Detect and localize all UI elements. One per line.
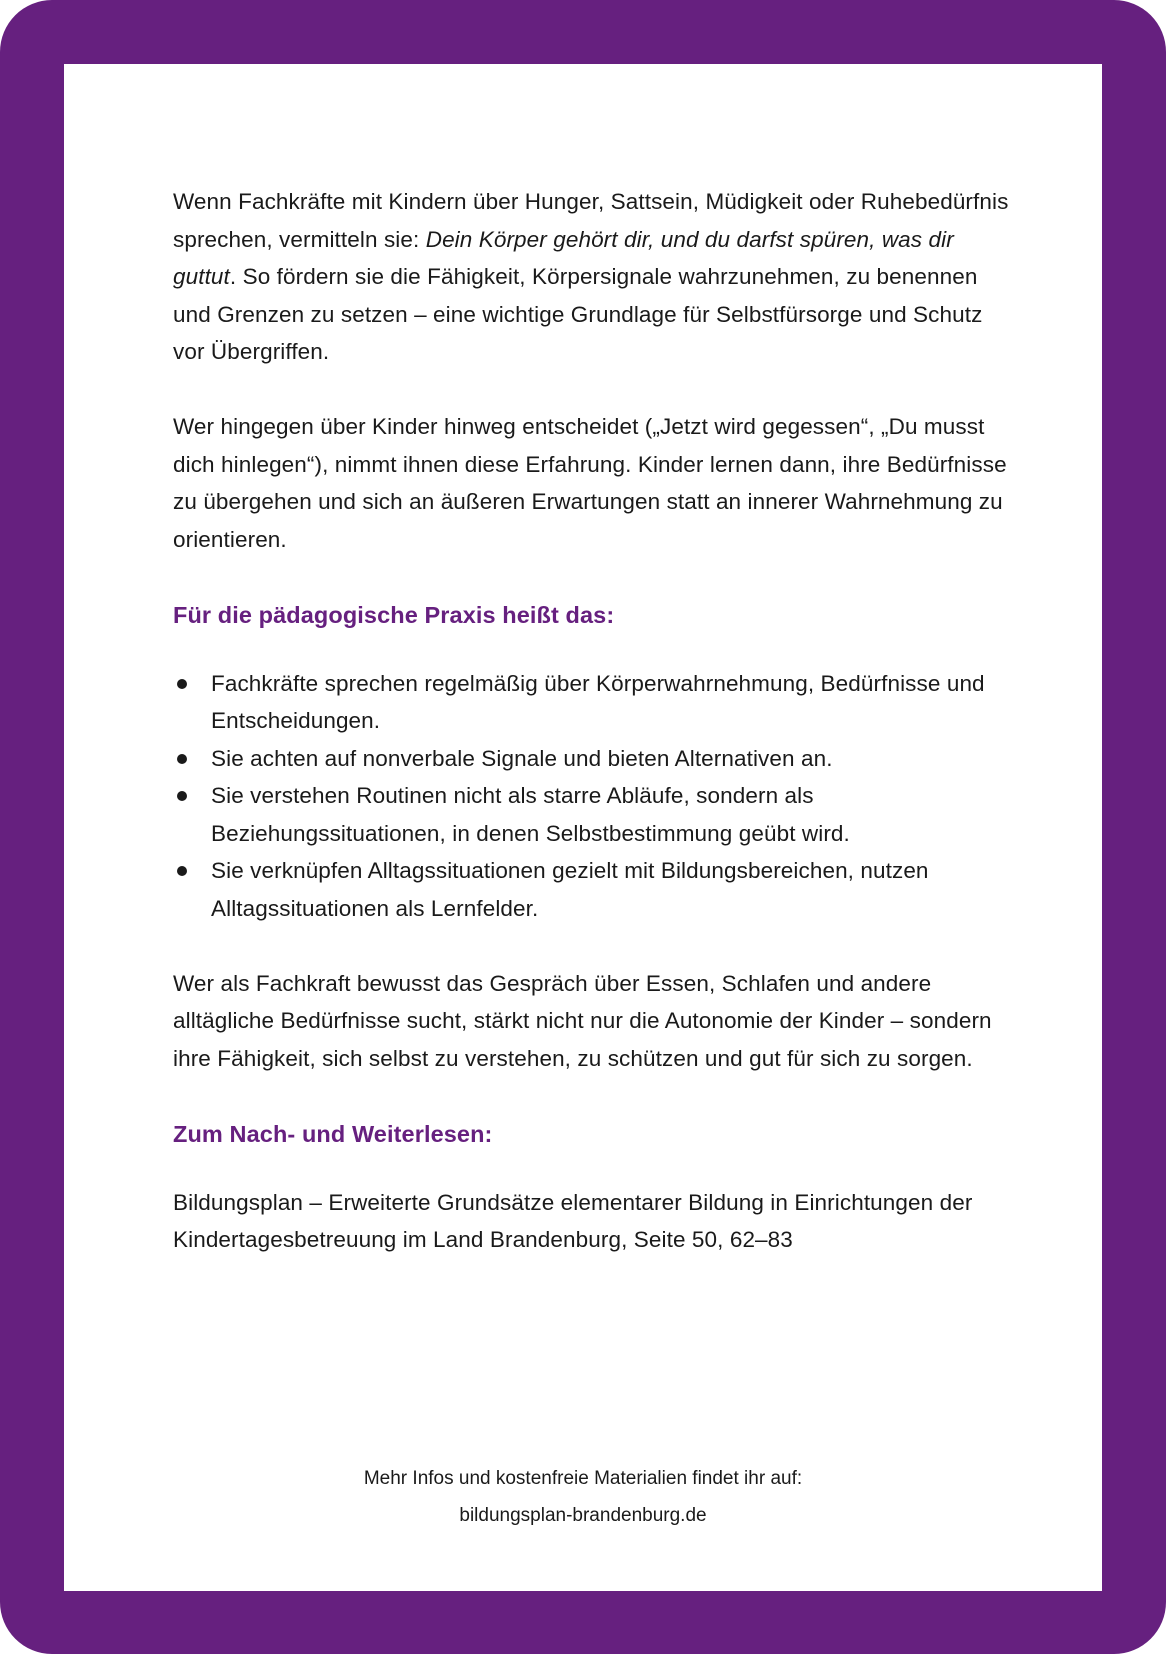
reference-text: Bildungsplan – Erweiterte Grundsätze elementarer Bildung in Einrichtungen der Kindertagesbetreuung im Land Brandenburg, Seite 50, 62–83 — [173, 1189, 973, 1252]
intro-italic-quote: Dein Körper gehört dir, und du darfst spüren, was dir guttut — [173, 226, 954, 289]
bullet-text: Fachkräfte sprechen regelmäßig über Körperwahrnehmung, Bedürfnisse und Entscheidungen. — [211, 670, 985, 733]
bullet-item — [173, 740, 1013, 778]
intro-paragraph — [173, 183, 1013, 371]
spacer — [173, 927, 1013, 965]
spacer — [173, 1154, 1013, 1184]
spacer — [173, 371, 1013, 409]
footer — [64, 1460, 1102, 1534]
bullet-item — [173, 852, 1013, 927]
practice-heading: Für die pädagogische Praxis heißt das: — [173, 602, 615, 628]
bullet-dot-icon — [177, 866, 187, 876]
bullet-text: Sie verstehen Routinen nicht als starre Abläufe, sondern als Beziehungssituationen, in denen Selbstbestimmung geübt wird. — [211, 783, 850, 846]
intro-tail-text: . So fördern sie die Fähigkeit, Körpersignale wahrzunehmen, zu benennen und Grenzen zu setzen – eine wichtige Grundlage für Selbstfürsorge und Schutz vor Übergriffen. — [173, 264, 983, 364]
bullet-item — [173, 665, 1013, 740]
bullet-dot-icon — [177, 754, 187, 764]
spacer — [173, 558, 1013, 597]
bullet-dot-icon — [177, 791, 187, 801]
bullet-text: Sie verknüpfen Alltagssituationen gezielt mit Bildungsbereichen, nutzen Alltagssituationen als Lernfelder. — [211, 858, 929, 921]
conclusion-paragraph: Wer als Fachkraft bewusst das Gespräch über Essen, Schlafen und andere alltägliche Bedürfnisse sucht, stärkt nicht nur die Autonomie der Kinder – sondern ihre Fähigkeit, sich selbst zu verstehen, zu schützen und gut für sich zu sorgen. — [173, 970, 992, 1071]
card-content — [173, 183, 1013, 1259]
further-reading-heading: Zum Nach- und Weiterlesen: — [173, 1121, 493, 1147]
intro-lead-text: Wenn Fachkräfte mit Kindern über Hunger, Sattsein, Müdigkeit oder Ruhebedürfnis sprechen, vermitteln sie: — [173, 189, 1009, 252]
spacer — [173, 1077, 1013, 1116]
footer-info-text: Mehr Infos und kostenfreie Materialien findet ihr auf: — [363, 1468, 803, 1489]
footer-website-link[interactable]: bildungsplan-brandenburg.de — [459, 1505, 707, 1526]
contrast-paragraph: Wer hingegen über Kinder hinweg entscheidet („Jetzt wird gegessen“, „Du musst dich hinlegen“), nimmt ihnen diese Erfahrung. Kinder lernen dann, ihre Bedürfnisse zu übergehen und sich an äußeren Erwartungen statt an innerer Wahrnehmung zu orientieren. — [173, 414, 1007, 552]
practice-bullet-list — [173, 665, 1013, 928]
bullet-dot-icon — [177, 679, 187, 689]
spacer — [173, 635, 1013, 665]
bullet-item — [173, 777, 1013, 852]
bullet-text: Sie achten auf nonverbale Signale und bieten Alternativen an. — [211, 745, 833, 771]
